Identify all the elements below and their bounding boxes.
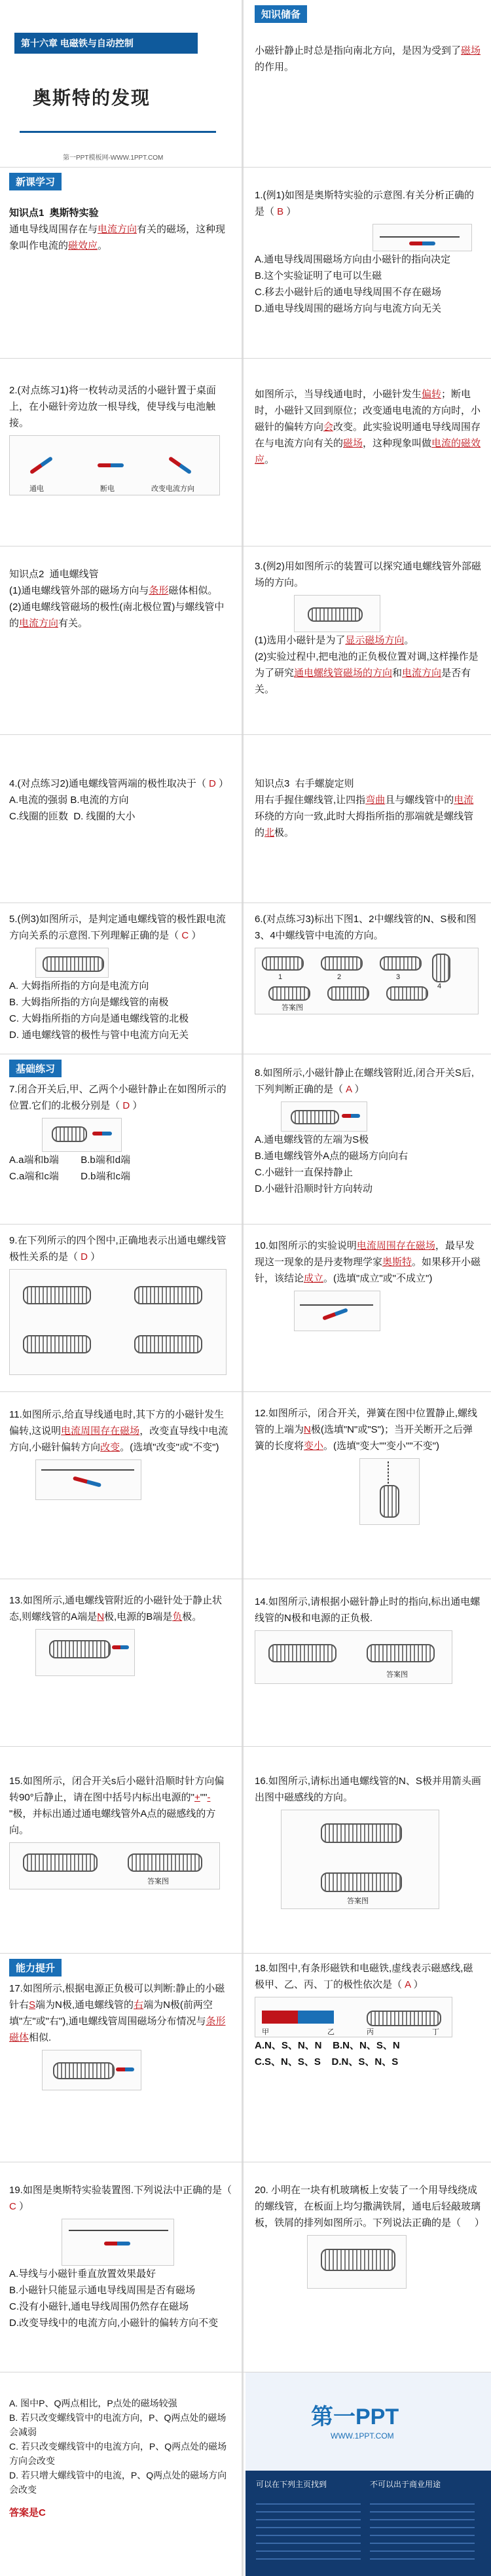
- solenoid-coil-icon: [23, 1335, 91, 1353]
- wire: [69, 2230, 168, 2231]
- pole-label: 甲: [262, 2028, 269, 2036]
- question-7: [0, 1054, 244, 1224]
- q15-text: 15.如图所示，闭合开关s后小磁针沿顺时针方向偏转90°后静止，请在图中括号内标出电源的"+""-"极，并标出通过通电螺线管外A点的磁感线的方向。: [9, 1776, 225, 1836]
- q5-option[interactable]: C. 大姆指所指的方向是通电螺线管的北极: [9, 1013, 189, 1024]
- q4-stem: 4.(对点练习2)通电螺线管两端的极性取决于（ D ）: [9, 778, 229, 789]
- spring-icon: [388, 1461, 389, 1484]
- q10-figure: [294, 1291, 380, 1331]
- kp1-heading: 知识点1 奥斯特实验: [9, 207, 99, 219]
- electromagnet-icon: [367, 2011, 441, 2026]
- q13-figure: [35, 1629, 135, 1676]
- question-6: [245, 903, 491, 1054]
- q5-option[interactable]: A. 大姆指所指的方向是电流方向: [9, 980, 149, 992]
- knowledge-point-3: [245, 735, 491, 903]
- question-8: [245, 1054, 491, 1224]
- q6-stem: 6.(对点练习3)标出下图1、2中螺线管的N、S极和图3、4中螺线管中电流的方向。: [255, 914, 477, 941]
- q15-figures: [9, 1842, 220, 1889]
- q13-text: 13.如图所示,通电螺线管附近的小磁针处于静止状态,则螺线管的A端是N极,电源的B端是负极。: [9, 1595, 223, 1622]
- question-18: [245, 1954, 491, 2162]
- solenoid-coil-icon: [321, 1872, 402, 1892]
- solenoid-coil-icon: [128, 1853, 202, 1872]
- q16-figure: [281, 1810, 439, 1909]
- fig-label: 断电: [100, 485, 115, 493]
- solenoid-coil-icon: [308, 607, 363, 622]
- row-4: [0, 546, 491, 735]
- solenoid-coil-icon: [23, 1286, 91, 1304]
- brand-note-1: 可以在下列主页找到: [256, 2480, 327, 2489]
- title-divider: [20, 131, 216, 133]
- solenoid-coil-icon: [43, 956, 104, 972]
- kp2-item: (2)通电螺线管磁场的极性(南北极位置)与螺线管中的电流方向有关。: [9, 601, 225, 629]
- solenoid-coil-icon: [134, 1335, 202, 1353]
- section-tag-basic: 基础练习: [9, 1060, 62, 1077]
- kp2-item: (1)通电螺线管外部的磁场方向与条形磁体相似。: [9, 585, 218, 596]
- q18-figure: [255, 1997, 452, 2037]
- pole-label: 乙: [327, 2028, 335, 2036]
- row-6: [0, 903, 491, 1054]
- pole-label: 丙: [367, 2028, 374, 2036]
- question-11: [0, 1392, 244, 1579]
- needle-icon: [342, 1114, 360, 1118]
- solenoid-coil-icon: [52, 1126, 87, 1142]
- q20-option[interactable]: C. 若只改变螺线管中的电流方向，P、Q两点处的磁场方向会改变: [9, 2441, 227, 2466]
- q20-option[interactable]: D. 若只增大螺线管中的电流，P、Q两点处的磁场方向会改变: [9, 2470, 227, 2495]
- q1-option[interactable]: C.移去小磁针后的通电导线周围不存在磁场: [255, 287, 442, 298]
- wire: [380, 236, 460, 238]
- question-10: [245, 1225, 491, 1391]
- iron-filings-figure: [307, 2235, 407, 2289]
- q20-stem: 20. 小明在一块有机玻璃板上安装了一个用导线绕成的螺线管，在板面上均匀撒满铁屑，通电后轻敲玻璃板，铁屑的排列如图所示。下列说法正确的是（ ）: [255, 2185, 484, 2228]
- section-tag-new: 新课学习: [9, 173, 62, 190]
- question-17: [0, 1954, 244, 2162]
- q2-figure: [9, 435, 220, 495]
- site-credit: 第一PPT模板网-WWW.1PPT.COM: [63, 154, 164, 162]
- compass-needle-icon: [409, 241, 435, 245]
- q1-option[interactable]: A.通电导线周围磁场方向由小磁针的指向决定: [255, 254, 451, 265]
- needle-icon: [98, 463, 124, 467]
- q10-text: 10.如图所示的实验说明电流周围存在磁场，最早发现这一现象的是丹麦物理学家奥斯特。如果移开小磁针，该结论成立。(选填"成立"或"不成立"): [255, 1240, 481, 1284]
- oersted-figure: [373, 224, 472, 251]
- q17-figure: [42, 2050, 141, 2090]
- solenoid-coil-icon: [262, 956, 304, 971]
- solenoid-coil-icon: [134, 1286, 202, 1304]
- page-title: 奥斯特的发现: [33, 88, 151, 108]
- fig-num: 2: [337, 973, 342, 981]
- solenoid-coil-icon: [380, 956, 422, 971]
- q19-option[interactable]: D.改变导线中的电流方向,小磁针的偏转方向不变: [9, 2317, 219, 2329]
- solenoid-apparatus-figure: [294, 595, 380, 632]
- kp1-text: 通电导线周围存在与电流方向有关的磁场，这种现象叫作电流的磁效应。: [9, 224, 226, 251]
- q19-stem: 19.如图是奥斯特实验装置图.下列说法中正确的是（ C ）: [9, 2185, 235, 2212]
- question-3: [245, 546, 491, 734]
- q12-figure: [359, 1458, 420, 1525]
- brand-url[interactable]: WWW.1PPT.COM: [331, 2431, 394, 2441]
- bar-magnet-icon: [262, 2011, 334, 2024]
- solenoid-coil-icon: [23, 1853, 98, 1872]
- q19-figure: [62, 2219, 174, 2266]
- q3-stem: 3.(例2)用如图所示的装置可以探究通电螺线管外部磁场的方向。: [255, 561, 481, 588]
- q1-stem: 1.(例1)如图是奥斯特实验的示意图.有关分析正确的是（ B ）: [255, 190, 475, 217]
- answer-figure-label: 答案图: [347, 1897, 369, 1905]
- row-8: [0, 1225, 491, 1392]
- solenoid-coil-icon: [49, 1640, 111, 1658]
- needle-icon: [104, 2242, 130, 2245]
- fig-label: 通电: [29, 485, 44, 493]
- cover-panel: [0, 0, 244, 167]
- q4-options[interactable]: A.电流的强弱 B.电流的方向 C.线圈的匝数 D. 线圈的大小: [9, 795, 136, 822]
- q8-stem: 8.如图所示,小磁针静止在螺线管附近,闭合开关S后,下列判断正确的是（ A ）: [255, 1067, 475, 1095]
- solenoid-coil-icon: [386, 986, 428, 1001]
- q9-stem: 9.在下列所示的四个图中,正确地表示出通电螺线管极性关系的是（ D ）: [9, 1235, 227, 1262]
- row-10: [0, 1579, 491, 1747]
- fig-num: 1: [278, 973, 283, 981]
- brand-link-list: [256, 2497, 361, 2562]
- q7-stem: 7.闭合开关后,甲、乙两个小磁针静止在如图所示的位置.它们的北极分别是（ D ）: [9, 1084, 227, 1111]
- q2-answer: [245, 359, 491, 546]
- q5-stem: 5.(例3)如图所示，是判定通电螺线管的极性跟电流方向关系的示意图.下列理解正确的是（ C ）: [9, 914, 226, 941]
- q3-part: (2)实验过程中,把电池的正负极位置对调,这样操作是为了研究通电螺线管磁场的方向和电流方向是否有关。: [255, 651, 479, 695]
- knowledge-reserve-panel: [245, 0, 491, 167]
- solenoid-coil-icon: [268, 1644, 336, 1662]
- question-4: [0, 735, 244, 903]
- q8-option[interactable]: C.小磁针一直保持静止: [255, 1167, 354, 1178]
- chapter-banner: 第十六章 电磁铁与自动控制: [14, 33, 198, 54]
- q3-part: (1)选用小磁针是为了显示磁场方向。: [255, 635, 414, 646]
- brand-panel: [245, 2372, 491, 2576]
- knowledge-point-2: [0, 546, 244, 734]
- row-2: [0, 168, 491, 359]
- needle-icon: [92, 1132, 112, 1136]
- row-7: [0, 1054, 491, 1225]
- q14-stem: 14.如图所示,请根据小磁针静止时的指向,标出通电螺线管的N极和电源的正负极.: [255, 1596, 481, 1624]
- brand-link-list: [370, 2497, 475, 2562]
- q19-option[interactable]: C.没有小磁针,通电导线周围仍然存在磁场: [9, 2301, 189, 2312]
- q7-options[interactable]: A.a端和b端 B.b端和d端 C.a端和c端 D.b端和c端: [9, 1154, 131, 1182]
- question-9: [0, 1225, 244, 1391]
- question-19: [0, 2162, 244, 2372]
- q20-answer: 答案是C: [9, 2507, 46, 2518]
- q2-stem: 2.(对点练习1)将一枚转动灵活的小磁针置于桌面上，在小磁针旁边放一根导线，使导线与电池触接。: [9, 385, 216, 429]
- solenoid-coil-icon: [367, 1644, 435, 1662]
- kp2-heading: 知识点2 通电螺线管: [9, 569, 99, 580]
- question-15: [0, 1747, 244, 1953]
- q11-figure: [35, 1459, 141, 1500]
- kp3-text: 知识点3 右手螺旋定则 用右手握住螺线管,让四指弯曲且与螺线管中的电流环绕的方向一致,此时大拇指所指的那端就是螺线管的北极。: [255, 778, 474, 838]
- question-16: [245, 1747, 491, 1953]
- brand-header: [245, 2372, 491, 2471]
- fig-num: 4: [437, 982, 442, 990]
- q16-stem: 16.如图所示,请标出通电螺线管的N、S极并用箭头画出图中磁感线的方向。: [255, 1776, 481, 1803]
- question-13: [0, 1579, 244, 1746]
- pole-label: 丁: [432, 2028, 439, 2036]
- row-12: [0, 1954, 491, 2162]
- q20-option[interactable]: B. 若只改变螺线管中的电流方向，P、Q两点处的磁场会减弱: [9, 2412, 227, 2437]
- q1-option[interactable]: D.通电导线周围的磁场方向与电流方向无关: [255, 303, 442, 314]
- row-cover: [0, 0, 491, 168]
- row-5: [0, 735, 491, 903]
- solenoid-coil-icon: [291, 1110, 339, 1124]
- answer-figure-label: 答案图: [386, 1671, 408, 1679]
- q19-option[interactable]: B.小磁针只能显示通电导线周围是否有磁场: [9, 2285, 196, 2296]
- question-1: [245, 168, 491, 358]
- needle-icon: [73, 1476, 101, 1487]
- answer-figure-label: 答案图: [147, 1878, 169, 1886]
- brand-logo: 第一PPT: [311, 2405, 399, 2429]
- q7-figure: [42, 1118, 122, 1152]
- row-11: [0, 1747, 491, 1954]
- row-3: [0, 359, 491, 546]
- reserve-text: 小磁针静止时总是指向南北方向，是因为受到了磁场的作用。: [255, 45, 481, 73]
- q5-option[interactable]: D. 通电螺线管的极性与管中电流方向无关: [9, 1029, 189, 1041]
- q20-option[interactable]: A. 图中P、Q两点相比，P点处的磁场较强: [9, 2398, 177, 2408]
- q8-figure: [281, 1101, 367, 1132]
- wire: [41, 1469, 134, 1471]
- needle-icon: [112, 1645, 129, 1649]
- q20-options: [0, 2372, 244, 2576]
- solenoid-coil-icon: [321, 956, 363, 971]
- needle-icon: [116, 2067, 134, 2071]
- answer-figure-label: 答案图: [282, 1004, 303, 1012]
- row-14: [0, 2372, 491, 2576]
- question-2: [0, 359, 244, 546]
- needle-icon: [29, 456, 53, 474]
- brand-note-2: 不可以出于商业用途: [370, 2480, 441, 2489]
- needle-icon: [168, 456, 192, 474]
- q9-figures: [9, 1269, 227, 1375]
- q8-option[interactable]: A.通电螺线管的左端为S极: [255, 1134, 369, 1145]
- question-5: [0, 903, 244, 1054]
- needle-icon: [322, 1308, 348, 1320]
- q12-text: 12.如图所示，闭合开关，弹簧在图中位置静止,螺线管的上端为N极(选填"N"或"S")；当开关断开之后弹簧的长度将变小。(选填"变大""变小""不变"): [255, 1408, 478, 1452]
- solenoid-coil-icon: [268, 986, 310, 1001]
- q19-option[interactable]: A.导线与小磁针垂直放置效果最好: [9, 2268, 156, 2280]
- section-tag-advanced: 能力提升: [9, 1959, 62, 1977]
- q6-figures: [255, 948, 479, 1014]
- solenoid-coil-icon: [321, 2249, 395, 2271]
- brand-footer: [245, 2471, 491, 2576]
- right-hand-rule-figure: [35, 948, 109, 978]
- fig-label: 改变电流方向: [151, 485, 194, 493]
- knowledge-point-1: [0, 168, 244, 358]
- solenoid-coil-icon: [432, 954, 450, 982]
- section-tag-reserve: 知识储备: [255, 5, 307, 23]
- wire: [300, 1304, 373, 1306]
- row-13: [0, 2162, 491, 2372]
- q14-figures: [255, 1630, 452, 1684]
- q1-option[interactable]: B.这个实验证明了电可以生磁: [255, 270, 382, 281]
- question-12: [245, 1392, 491, 1579]
- q2-answer-text: 如图所示，当导线通电时，小磁针发生偏转；断电时，小磁针又回到原位；改变通电电流的方向时，小磁针的偏转方向会改变。此实验说明通电导线周围存在与电流方向有关的磁场，这种现象叫做电流的磁效应。: [255, 389, 481, 465]
- q8-option[interactable]: B.通电螺线管外A点的磁场方向向右: [255, 1151, 409, 1162]
- row-9: [0, 1392, 491, 1579]
- question-14: [245, 1579, 491, 1746]
- solenoid-coil-icon: [327, 986, 369, 1001]
- solenoid-coil-icon: [53, 2062, 115, 2079]
- q17-text: 17.如图所示,根据电源正负极可以判断:静止的小磁针右S端为N极,通电螺线管的右端为N极(前两空填"左"或"右"),通电螺线管周围磁场分布情况与条形磁体相似.: [9, 1983, 226, 2043]
- q8-option[interactable]: D.小磁针沿顺时针方向转动: [255, 1183, 373, 1194]
- q18-stem: 18.如图中,有条形磁铁和电磁铁,虚线表示磁感线,磁极甲、乙、丙、丁的极性依次是（ A ）: [255, 1963, 473, 1990]
- solenoid-coil-icon: [380, 1485, 399, 1518]
- solenoid-coil-icon: [321, 1823, 402, 1843]
- q11-text: 11.如图所示,给直导线通电时,其下方的小磁针发生偏转,这说明电流周围存在磁场，改变直导线中电流方向,小磁针偏转方向改变。(选填"改变"或"不变"): [9, 1409, 228, 1453]
- q5-option[interactable]: B. 大姆指所指的方向是螺线管的南极: [9, 997, 169, 1008]
- question-20: [245, 2162, 491, 2372]
- fig-num: 3: [396, 973, 401, 981]
- q18-options[interactable]: A.N、S、N、N B.N、N、S、N C.S、N、S、S D.N、S、N、S: [255, 2040, 400, 2067]
